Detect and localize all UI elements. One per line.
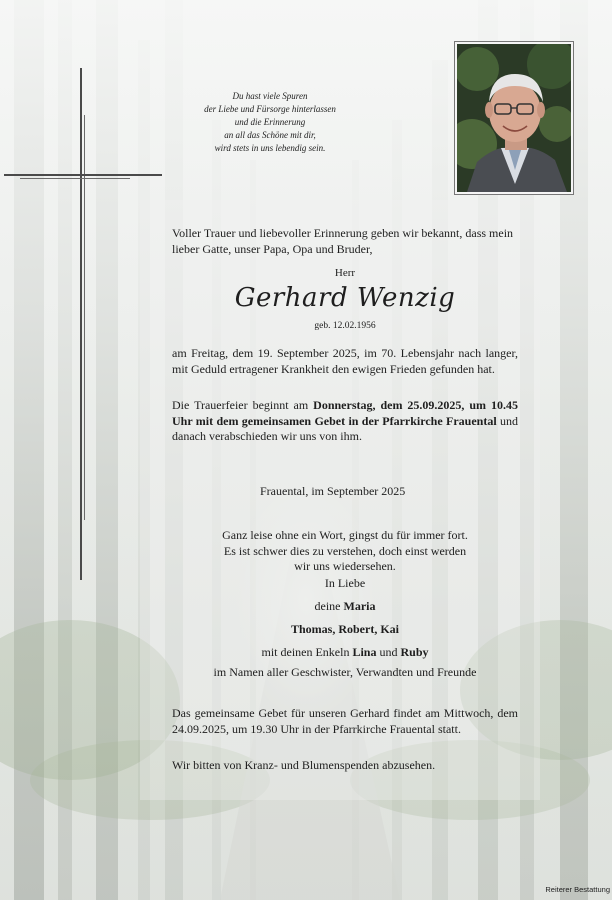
poem-line: und die Erinnerung — [234, 117, 306, 127]
intro-text: Voller Trauer und liebevoller Erinnerung geben wir bekannt, dass mein lieber Gatte, unser Papa, Opa und Bruder, — [172, 226, 514, 256]
wife-name: Maria — [343, 599, 376, 613]
portrait-illustration — [457, 44, 571, 192]
death-notice: am Freitag, dem 19. September 2025, im 70. Lebensjahr nach langer, mit Geduld ertragener Krankheit den ewigen Frieden gefunden hat. — [172, 346, 518, 376]
ceremony-text-start: Die Trauerfeier beginnt am — [172, 398, 314, 412]
funeral-home-credit: Reiterer Bestattung — [545, 885, 610, 894]
portrait-photo — [455, 42, 573, 194]
cross-horizontal-inner-line — [20, 178, 130, 179]
poem-line: wird stets in uns lebendig sein. — [214, 143, 326, 153]
in-love: In Liebe — [324, 576, 366, 590]
salutation: Herr — [334, 267, 356, 279]
cross-horizontal-bar — [4, 174, 162, 176]
grandchildren-and: und — [376, 645, 401, 659]
children-names: Thomas, Robert, Kai — [291, 622, 399, 636]
verse-line: wir uns wiedersehen. — [294, 559, 396, 573]
verse-line: Es ist schwer dies zu verstehen, doch einst werden — [223, 543, 467, 558]
deceased-name: Gerhard Wenzig — [234, 283, 456, 313]
wife-prefix: deine — [314, 599, 344, 613]
grandchildren-prefix: mit deinen Enkeln — [261, 645, 353, 659]
poem-line: der Liebe und Fürsorge hinterlassen — [204, 104, 336, 114]
grandchild-name-1: Lina — [352, 645, 377, 659]
flowers-notice: Wir bitten von Kranz- und Blumenspenden abzusehen. — [172, 758, 436, 772]
ceremony-text-end: und danach verabschieden wir uns von ihm. — [172, 413, 519, 443]
birth-date: geb. 12.02.1956 — [314, 321, 376, 331]
children-line — [172, 622, 518, 638]
verse-line: Ganz leise ohne ein Wort, gingst du für immer fort. — [222, 528, 468, 542]
wife-line — [172, 599, 518, 615]
prayer-notice: Das gemeinsame Gebet für unseren Gerhard findet am Mittwoch, dem 24.09.2025, um 19.30 Uhr in der Pfarrkirche Frauental statt. — [172, 706, 518, 736]
grandchildren-line — [172, 645, 518, 661]
ceremony-details: Donnerstag, dem 25.09.2025, um 10.45 Uhr mit dem gemeinsamen Gebet in der Pfarrkirche Frauental — [172, 398, 519, 428]
farewell-verse — [172, 528, 518, 575]
ceremony-notice — [172, 398, 518, 445]
memorial-poem — [190, 90, 350, 155]
cross-vertical-bar — [80, 68, 82, 580]
place-date: Frauental, im September 2025 — [260, 484, 406, 498]
cross-vertical-inner-line — [84, 115, 85, 520]
poem-line: Du hast viele Spuren — [232, 91, 308, 101]
family-line: im Namen aller Geschwister, Verwandten und Freunde — [213, 665, 477, 679]
grandchild-name-2: Ruby — [400, 645, 429, 659]
poem-line: an all das Schöne mit dir, — [224, 130, 316, 140]
